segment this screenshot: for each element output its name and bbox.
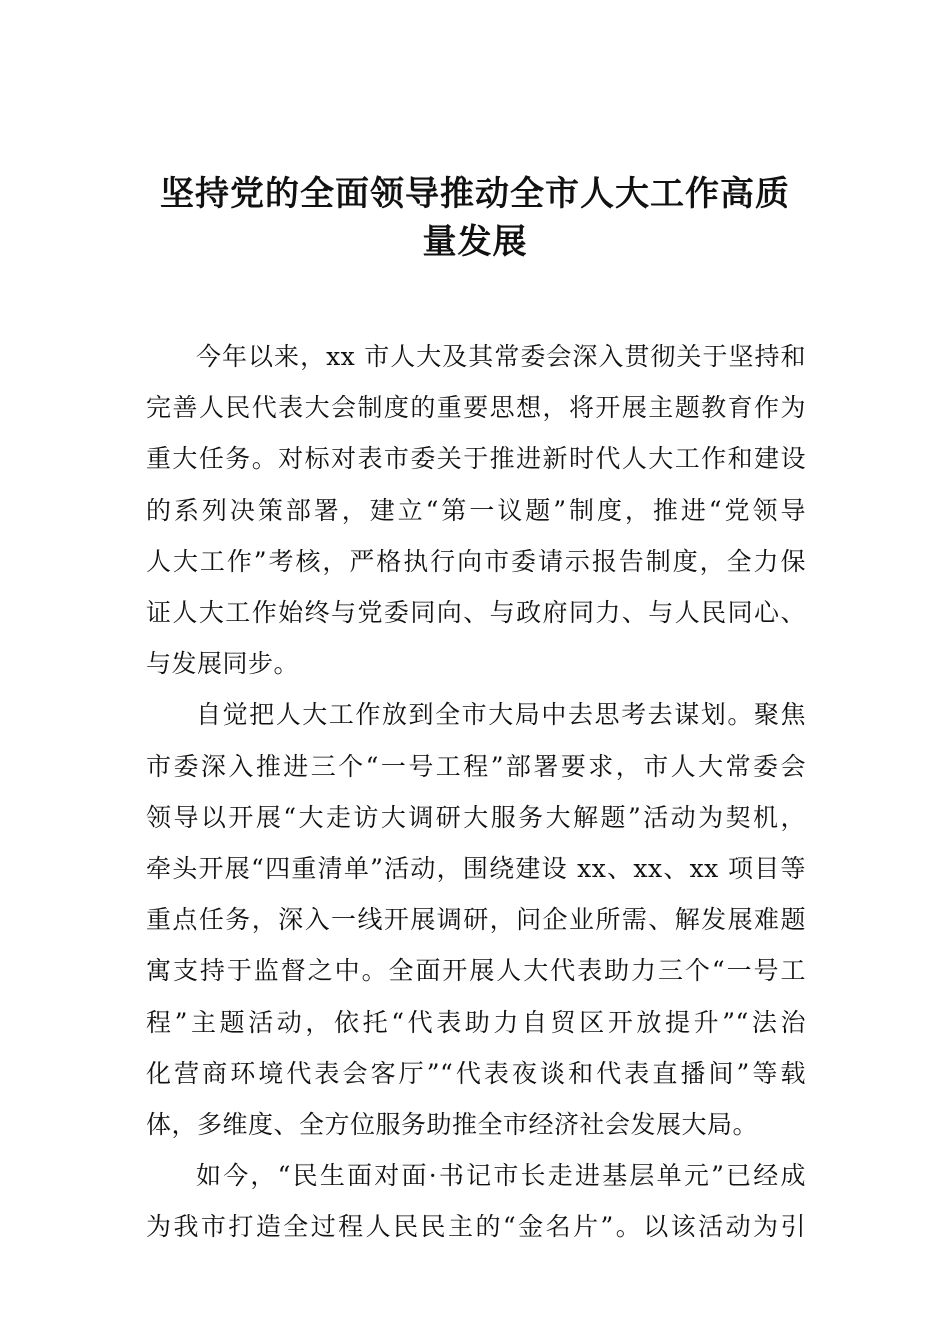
paragraph-line: 证人大工作始终与党委同向、与政府同力、与人民同心、 (146, 598, 806, 628)
paragraph-2 (146, 689, 806, 1150)
paragraph-line: 今年以来，xx 市人大及其常委会深入贯彻关于坚持和 (196, 342, 806, 371)
paragraph-line: 重大任务。对标对表市委关于推进新时代人大工作和建设 (146, 444, 806, 474)
paragraph-line: 牵头开展“四重清单”活动，围绕建设 xx、xx、xx 项目等 (146, 854, 806, 884)
document-body (146, 331, 806, 1253)
document-title (140, 170, 810, 266)
paragraph-line: 完善人民代表大会制度的重要思想，将开展主题教育作为 (146, 393, 806, 423)
paragraph-line: 为我市打造全过程人民民主的“金名片”。以该活动为引 (146, 1212, 806, 1242)
paragraph-line: 与发展同步。 (146, 649, 300, 679)
paragraph-line: 程”主题活动，依托“代表助力自贸区开放提升”“法治 (146, 1007, 806, 1037)
paragraph-line: 体，多维度、全方位服务助推全市经济社会发展大局。 (146, 1110, 759, 1140)
paragraph-line: 人大工作”考核，严格执行向市委请示报告制度，全力保 (146, 546, 806, 576)
paragraph-line: 领导以开展“大走访大调研大服务大解题”活动为契机， (146, 802, 806, 832)
paragraph-line: 市委深入推进三个“一号工程”部署要求，市人大常委会 (146, 751, 806, 781)
paragraph-line: 化营商环境代表会客厅”“代表夜谈和代表直播间”等载 (146, 1058, 806, 1088)
title-line-1: 坚持党的全面领导推动全市人大工作高质 (160, 174, 790, 214)
paragraph-line: 的系列决策部署，建立“第一议题”制度，推进“党领导 (146, 495, 806, 525)
paragraph-line: 重点任务，深入一线开展调研，问企业所需、解发展难题 (146, 905, 806, 935)
paragraph-1 (146, 331, 806, 689)
title-line-2: 量发展 (422, 222, 528, 262)
paragraph-line: 自觉把人大工作放到全市大局中去思考去谋划。聚焦 (196, 700, 806, 730)
paragraph-3 (146, 1150, 806, 1252)
paragraph-line: 如今，“民生面对面·书记市长走进基层单元”已经成 (196, 1161, 806, 1191)
paragraph-line: 寓支持于监督之中。全面开展人大代表助力三个“一号工 (146, 956, 806, 986)
